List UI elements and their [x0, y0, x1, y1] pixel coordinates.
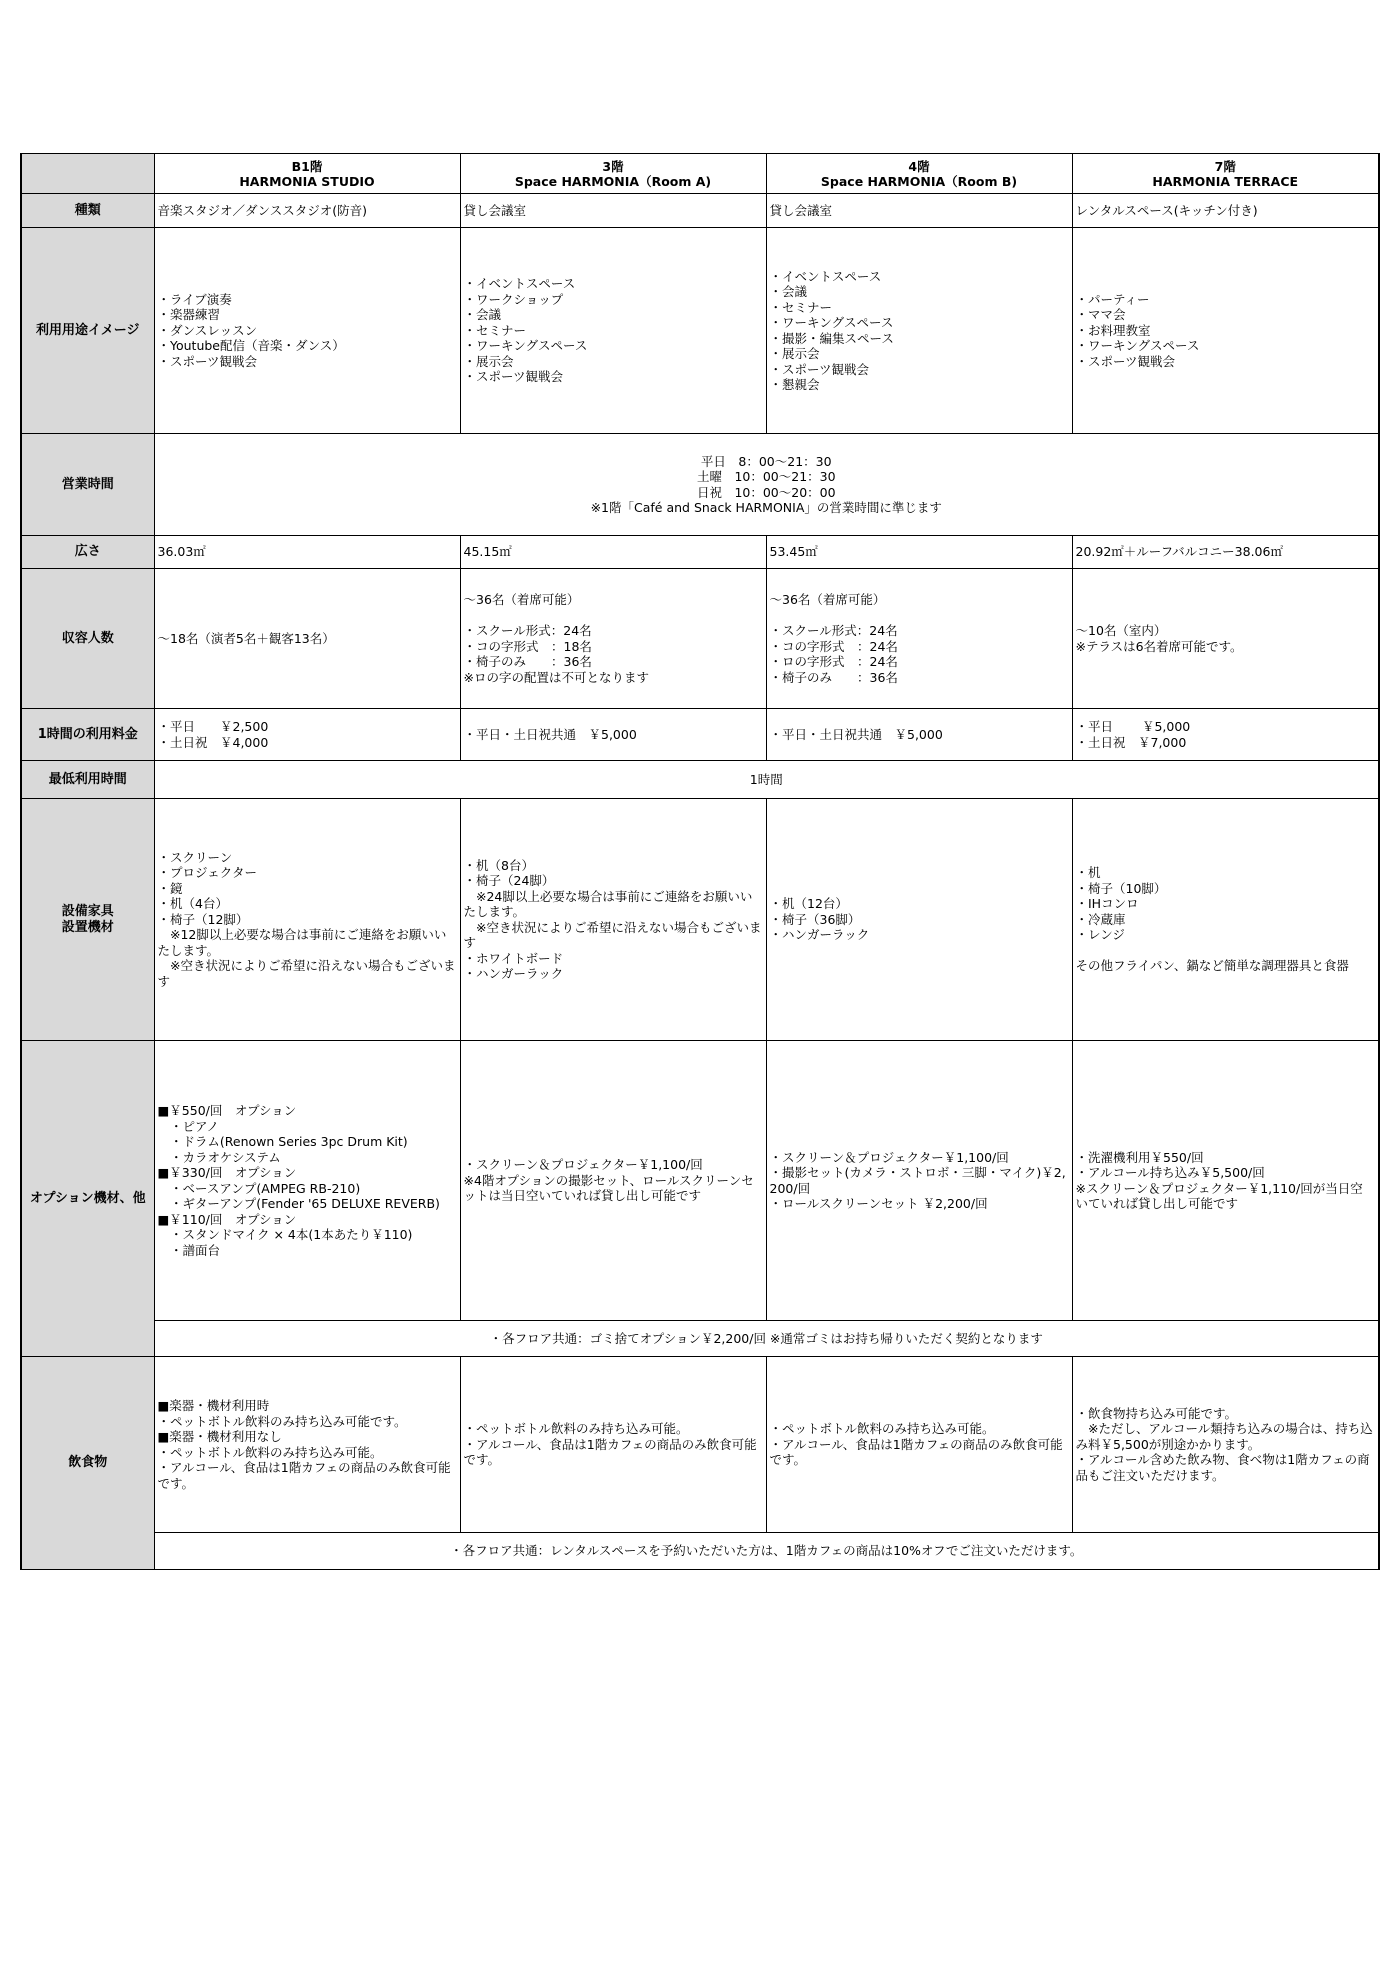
cell-line: ・コの字形式 ：18名 [463, 638, 592, 654]
cell-line: ・ハンガーラック [769, 927, 870, 943]
cell-line: ・飲食物持ち込み可能です。 [1075, 1405, 1238, 1421]
cell-line: ・ワークショップ [463, 291, 564, 307]
row-label-hours: 営業時間 [21, 434, 154, 536]
cell-line: ・スクール形式：24名 [463, 623, 592, 638]
cell-line: ・アルコール含めた飲み物、食べ物は1階カフェの商品もご注文いただけます。 [1075, 1452, 1370, 1483]
cell-line: ※4階オプションの撮影セット、ロールスクリーンセットは当日空いていれば貸し出し可能です [463, 1172, 754, 1204]
cell-line: ※1階「Café and Snack HARMONIA」の営業時間に準じます [590, 500, 942, 515]
cell-line: ・平日・土日祝共通 ￥5,000 [769, 726, 943, 742]
row-food-common [21, 1533, 1379, 1570]
cell-line: ■￥110/回 オプション [157, 1211, 297, 1227]
row-type [21, 194, 1379, 228]
cell-line: ～36名（着席可能） [769, 592, 886, 607]
cell-line: ・セミナー [769, 299, 833, 315]
row-label-options: オプション機材、他 [21, 1041, 154, 1357]
row-label-equipment [21, 799, 154, 1041]
cell-line: ■￥330/回 オプション [157, 1165, 297, 1180]
space-name: HARMONIA STUDIO [239, 173, 375, 189]
cell-line: ・土日祝 ￥7,000 [1075, 734, 1187, 750]
cell-line: ～18名（演者5名＋観客13名） [157, 630, 335, 646]
type-cell-b1: 音楽スタジオ／ダンススタジオ(防音) [154, 194, 460, 228]
equipment-cell-3f [460, 799, 766, 1041]
cell-line: ・ロの字形式 ：24名 [769, 654, 898, 669]
cell-line: その他フライパン、鍋など簡単な調理器具と食器 [1075, 958, 1349, 974]
cell-line: ・アルコール、食品は1階カフェの商品のみ飲食可能です。 [769, 1436, 1063, 1468]
cell-line: ・ダンスレッスン [157, 322, 258, 338]
fee-cell-3f [460, 709, 766, 761]
cell-line: ・ハンガーラック [463, 966, 564, 981]
capacity-cell-4f [766, 569, 1072, 709]
area-cell-3f: 45.15㎡ [460, 536, 766, 569]
cell-line: ・スポーツ観戦会 [463, 369, 564, 385]
cell-line: ・イベントスペース [769, 268, 882, 284]
cell-line: ・椅子のみ ：36名 [769, 669, 898, 685]
area-cell-4f: 53.45㎡ [766, 536, 1072, 569]
cell-line: ・IHコンロ [1075, 896, 1139, 912]
cell-line: ・カラオケシステム [157, 1149, 281, 1165]
equipment-cell-7f [1072, 799, 1379, 1041]
cell-line: ・スクリーン＆プロジェクター￥1,100/回 [769, 1149, 1009, 1165]
cell-line: ・撮影セット(カメラ・ストロボ・三脚・マイク)￥2,200/回 [769, 1165, 1066, 1196]
capacity-cell-7f [1072, 569, 1379, 709]
cell-line: ・ロールスクリーンセット ￥2,200/回 [769, 1196, 988, 1211]
cell-line: ※12脚以上必要な場合は事前にご連絡をお願いいたします。 [157, 927, 447, 958]
options-cell-3f [460, 1041, 766, 1321]
cell-line: ・椅子（10脚） [1075, 880, 1167, 896]
usage-cell-3f [460, 228, 766, 434]
cell-line: ・レンジ [1075, 927, 1125, 943]
cell-line: ・机（12台） [769, 896, 848, 912]
row-label-type: 種類 [21, 194, 154, 228]
equipment-cell-b1 [154, 799, 460, 1041]
food-cell-7f [1072, 1357, 1379, 1533]
cell-line: ■楽器・機材利用時 [157, 1398, 270, 1413]
type-cell-3f: 貸し会議室 [460, 194, 766, 228]
type-cell-7f: レンタルスペース(キッチン付き) [1072, 194, 1379, 228]
equipment-cell-4f [766, 799, 1072, 1041]
cell-line: ・机（8台） [463, 857, 534, 873]
row-label-area: 広さ [21, 536, 154, 569]
cell-line [464, 608, 763, 624]
food-cell-4f [766, 1357, 1072, 1533]
cell-line: ・椅子（12脚） [157, 911, 249, 927]
cell-line: ・ピアノ [157, 1118, 220, 1134]
row-label-food: 飲食物 [21, 1357, 154, 1570]
equipment-label-line2: 設置機材 [61, 919, 114, 935]
cell-line: ・平日 ￥5,000 [1075, 719, 1191, 734]
equipment-label-line1: 設備家具 [61, 904, 114, 919]
cell-line [770, 608, 1069, 624]
cell-line: ・椅子のみ ：36名 [463, 654, 592, 669]
cell-line: ・撮影・編集スペース [769, 330, 894, 346]
capacity-cell-3f [460, 569, 766, 709]
header-row [21, 154, 1379, 194]
cell-line: ・Youtube配信（音楽・ダンス） [157, 338, 345, 354]
cell-line: ※24脚以上必要な場合は事前にご連絡をお願いいたします。 [463, 888, 753, 919]
cell-line: ※ロの字の配置は不可となります [463, 669, 649, 685]
row-label-usage: 利用用途イメージ [21, 228, 154, 434]
row-equipment [21, 799, 1379, 1041]
cell-line: ・ペットボトル飲料のみ持ち込み可能。 [769, 1421, 995, 1437]
row-area [21, 536, 1379, 569]
cell-line: ・展示会 [463, 353, 514, 369]
cell-line: ・椅子（36脚） [769, 911, 861, 927]
cell-line: ※ただし、アルコール類持ち込みの場合は、持ち込み料￥5,500が別途かかります。 [1075, 1421, 1373, 1452]
options-cell-4f [766, 1041, 1072, 1321]
cell-line: ・ワーキングスペース [1075, 338, 1200, 354]
row-options-common [21, 1321, 1379, 1357]
cell-line: ・ベースアンプ(AMPEG RB-210) [157, 1180, 361, 1196]
space-name: HARMONIA TERRACE [1152, 173, 1299, 189]
row-label-min-time: 最低利用時間 [21, 761, 154, 799]
cell-line: ・お料理教室 [1075, 322, 1151, 338]
area-cell-b1: 36.03㎡ [154, 536, 460, 569]
cell-line: 平日 8：00～21：30 [700, 453, 832, 469]
cell-line: ・机 [1075, 865, 1101, 881]
cell-line: ・平日 ￥2,500 [157, 719, 269, 734]
cell-line: ・スタンドマイク × 4本(1本あたり￥110) [157, 1227, 413, 1242]
cell-line: ・セミナー [463, 322, 527, 338]
space-name: Space HARMONIA（Room A) [514, 173, 712, 189]
cell-line: ・ギターアンプ(Fender '65 DELUXE REVERB) [157, 1196, 440, 1211]
fee-cell-4f [766, 709, 1072, 761]
food-common-note: ・各フロア共通：レンタルスペースを予約いただいた方は、1階カフェの商品は10%オフでご注文いただけます。 [154, 1533, 1379, 1570]
cell-line: ・ワーキングスペース [769, 315, 894, 330]
cell-line: ・譜面台 [157, 1242, 221, 1258]
space-name: Space HARMONIA（Room B) [820, 173, 1018, 189]
cell-line: ・スクリーン＆プロジェクター￥1,100/回 [463, 1157, 703, 1173]
column-header-4f [766, 154, 1072, 194]
cell-line: ・ライブ演奏 [157, 291, 232, 307]
cell-line: ・ドラム(Renown Series 3pc Drum Kit) [157, 1134, 408, 1149]
cell-line: ※スクリーン＆プロジェクター￥1,110/回が当日空いていれば貸し出し可能です [1075, 1180, 1363, 1211]
column-header-7f [1072, 154, 1379, 194]
usage-cell-b1 [154, 228, 460, 434]
options-cell-b1 [154, 1041, 460, 1321]
row-fee [21, 709, 1379, 761]
cell-line: ・懇親会 [769, 377, 820, 392]
cell-line: ・プロジェクター [157, 865, 258, 881]
cell-line: ・コの字形式 ：24名 [769, 638, 898, 654]
row-min-time [21, 761, 1379, 799]
row-hours [21, 434, 1379, 536]
floor-label: 4階 [908, 158, 930, 174]
cell-line: ・楽器練習 [157, 307, 221, 323]
row-usage [21, 228, 1379, 434]
cell-line: 日祝 10：00～20：00 [696, 484, 836, 500]
cell-line: ※テラスは6名着席可能です。 [1075, 638, 1243, 654]
usage-cell-7f [1072, 228, 1379, 434]
floor-label: B1階 [291, 158, 323, 174]
column-header-b1 [154, 154, 460, 194]
min-time-cell: 1時間 [154, 761, 1379, 799]
row-label-capacity: 収容人数 [21, 569, 154, 709]
cell-line: ・イベントスペース [463, 276, 576, 292]
cell-line: ・スクール形式：24名 [769, 623, 898, 638]
cell-line: ・スクリーン [157, 849, 233, 865]
cell-line: ～10名（室内） [1075, 623, 1167, 638]
cell-line: ※空き状況によりご希望に沿えない場合もございます [463, 919, 762, 950]
type-cell-4f: 貸し会議室 [766, 194, 1072, 228]
cell-line: ・ペットボトル飲料のみ持ち込み可能。 [463, 1421, 689, 1437]
fee-cell-7f [1072, 709, 1379, 761]
cell-line: ・ペットボトル飲料のみ持ち込み可能。 [157, 1444, 383, 1460]
column-header-3f [460, 154, 766, 194]
floor-label: 3階 [602, 158, 624, 174]
cell-line: ■￥550/回 オプション [157, 1103, 297, 1118]
food-cell-b1 [154, 1357, 460, 1533]
options-common-note: ・各フロア共通：ゴミ捨てオプション￥2,200/回 ※通常ゴミはお持ち帰りいただく契約となります [154, 1321, 1379, 1357]
food-cell-3f [460, 1357, 766, 1533]
cell-line: ～36名（着席可能） [463, 592, 580, 607]
cell-line: ・会議 [769, 284, 808, 299]
hours-cell [154, 434, 1379, 536]
cell-line: ・スポーツ観戦会 [769, 361, 870, 377]
cell-line: ・ペットボトル飲料のみ持ち込み可能です。 [157, 1413, 407, 1429]
cell-line: ・冷蔵庫 [1075, 911, 1126, 927]
cell-line: ※空き状況によりご希望に沿えない場合もございます [157, 958, 456, 989]
corner-cell [21, 154, 154, 194]
usage-cell-4f [766, 228, 1072, 434]
cell-line: ・会議 [463, 307, 502, 323]
cell-line: ・鏡 [157, 880, 183, 896]
options-cell-7f [1072, 1041, 1379, 1321]
cell-line: ・展示会 [769, 346, 820, 361]
cell-line: ・パーティー [1075, 291, 1150, 307]
cell-line: 土曜 10：00～21：30 [696, 469, 836, 484]
cell-line: ・アルコール、食品は1階カフェの商品のみ飲食可能です。 [157, 1460, 451, 1491]
cell-line: ・アルコール持ち込み￥5,500/回 [1075, 1165, 1265, 1180]
row-food [21, 1357, 1379, 1533]
cell-line [1076, 943, 1376, 959]
floor-label: 7階 [1214, 158, 1236, 174]
cell-line: ・土日祝 ￥4,000 [157, 734, 269, 750]
cell-line: ・ママ会 [1075, 307, 1126, 323]
cell-line: ・机（4台） [157, 896, 228, 912]
cell-line: ・スポーツ観戦会 [1075, 353, 1176, 369]
cell-line: ・ホワイトボード [463, 950, 564, 966]
facility-comparison-table [20, 153, 1380, 1570]
row-label-fee: 1時間の利用料金 [21, 709, 154, 761]
cell-line: ・椅子（24脚） [463, 873, 555, 888]
cell-line: ・平日・土日祝共通 ￥5,000 [463, 726, 637, 742]
capacity-cell-b1 [154, 569, 460, 709]
cell-line: ・スポーツ観戦会 [157, 353, 258, 369]
cell-line: ・ワーキングスペース [463, 338, 588, 354]
row-options [21, 1041, 1379, 1321]
row-capacity [21, 569, 1379, 709]
cell-line: ・洗濯機利用￥550/回 [1075, 1149, 1204, 1165]
fee-cell-b1 [154, 709, 460, 761]
cell-line: ■楽器・機材利用なし [157, 1429, 282, 1444]
area-cell-7f: 20.92㎡＋ルーフバルコニー38.06㎡ [1072, 536, 1379, 569]
cell-line: ・アルコール、食品は1階カフェの商品のみ飲食可能です。 [463, 1436, 757, 1468]
